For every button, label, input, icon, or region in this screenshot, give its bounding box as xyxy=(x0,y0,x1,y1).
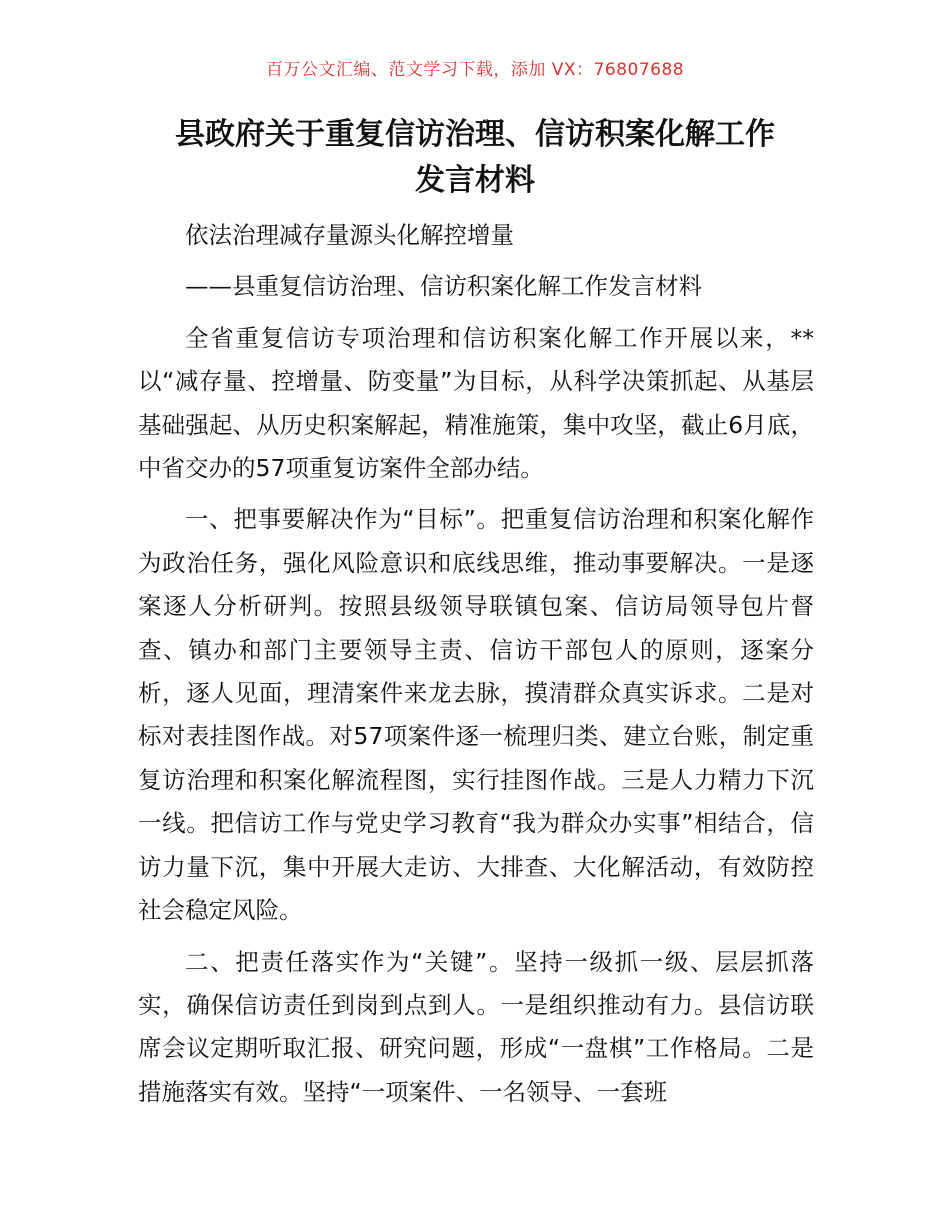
paragraph-section-2: 二、把责任落实作为“关键”。坚持一级抓一级、层层抓落实，确保信访责任到岗到点到人。一是组织推动有力。县信访联席会议定期听取汇报、研究问题，形成“一盘棋”工作格局。二是措施落实有效。坚持“一项案件、一名领导、一套班 xyxy=(138,947,814,1106)
title-line-2: 发言材料 xyxy=(415,163,535,198)
subtitle-2: ——县重复信访治理、信访积案化解工作发言材料 xyxy=(185,272,702,301)
title-line-1: 县政府关于重复信访治理、信访积案化解工作 xyxy=(175,117,775,152)
document-title xyxy=(120,112,830,204)
subtitle: 依法治理减存量源头化解控增量 xyxy=(185,221,514,249)
document-body xyxy=(138,214,814,1114)
paragraph-intro: 全省重复信访专项治理和信访积案化解工作开展以来，**以“减存量、控增量、防变量”为目标，从科学决策抓起、从基层基础强起、从历史积案解起，精准施策，集中攻坚，截止6月底，中省交办的57项重复访案件全部办结。 xyxy=(138,323,814,483)
paragraph-section-1: 一、把事要解决作为“目标”。把重复信访治理和积案化解作为政治任务，强化风险意识和底线思维，推动事要解决。一是逐案逐人分析研判。按照县级领导联镇包案、信访局领导包片督查、镇办和部门主要领导主责、信访干部包人的原则，逐案分析，逐人见面，理清案件来龙去脉，摸清群众真实诉求。二是对标对表挂图作战。对57项案件逐一梳理归类、建立台账，制定重复访治理和积案化解流程图，实行挂图作战。三是人力精力下沉一线。把信访工作与党史学习教育“我为群众办实事”相结合，信访力量下沉，集中开展大走访、大排查、大化解活动，有效防控社会稳定风险。 xyxy=(138,505,814,925)
watermark-banner: 百万公文汇编、范文学习下载，添加 VX：76807688 xyxy=(265,60,685,80)
